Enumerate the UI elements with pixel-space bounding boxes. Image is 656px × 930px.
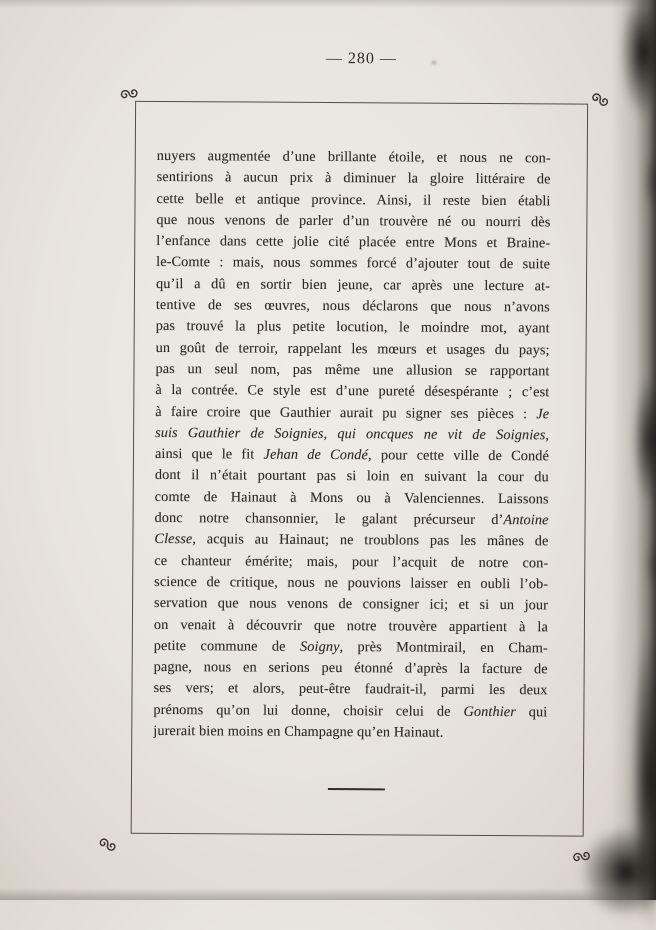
text-segment: ce chanteur émérite; mais, pour l’acquit de notre con- <box>154 552 549 571</box>
italic-text-segment: Jehan de Condé <box>263 446 369 464</box>
text-segment: on venait à découvrir que notre trouvère appartient à la <box>153 616 548 635</box>
text-line <box>155 402 549 426</box>
italic-text-segment: Clesse, <box>154 531 197 548</box>
text-segment: jurerait bien moins en Champagne qu’en Hainaut. <box>153 722 444 741</box>
text-segment: qui <box>515 703 548 721</box>
page-number: — 280 — <box>325 49 397 68</box>
page-text <box>153 146 551 745</box>
italic-text-segment: Antoine <box>503 512 549 529</box>
italic-text-segment: Gonthier <box>463 703 516 720</box>
text-line <box>154 657 548 681</box>
scan-edge-shadow-bottom <box>0 888 656 900</box>
text-line <box>155 423 549 447</box>
text-segment: l’enfance dans cette jolie cité placée entre Mons et Braine- <box>156 233 551 252</box>
text-line <box>156 231 550 255</box>
text-line <box>153 721 547 745</box>
text-line <box>155 380 549 404</box>
text-segment: nuyers augmentée d’une brillante étoile, et nous ne con- <box>156 147 551 167</box>
text-line <box>154 636 548 660</box>
text-segment: sentirions à aucun prix à diminuer la gloire littéraire de <box>156 169 551 188</box>
text-segment: ses vers; et alors, peut-être faudrait-il, parmi les deux <box>153 680 548 699</box>
text-line <box>155 359 549 383</box>
italic-text-segment: Je <box>536 405 550 422</box>
text-line <box>156 252 550 276</box>
text-segment: comte de Hainaut à Mons ou à Valenciennes. Laissons <box>154 488 549 508</box>
text-segment: pas trouvé la plus petite locution, le moindre mot, ayant <box>155 318 550 337</box>
text-segment: qu’il a dû en sortir bien jeune, car après une lecture at- <box>155 275 551 295</box>
text-line <box>157 146 551 170</box>
italic-text-segment: Soigny <box>299 638 340 655</box>
text-segment: ainsi que le fit <box>154 446 264 463</box>
text-segment: servation que nous venons de consigner ici; et si un jour <box>154 595 549 614</box>
text-segment: un goût de terroir, rappelant les mœurs et usages du pays; <box>155 339 550 359</box>
text-line <box>156 295 550 319</box>
text-segment: acquis au Hainaut; ne troublons pas les mânes de <box>196 531 549 550</box>
text-segment: petite commune de <box>153 637 301 655</box>
text-line <box>156 316 550 340</box>
scan-edge-shadow-top <box>0 0 656 8</box>
text-line <box>154 614 548 638</box>
text-line <box>155 487 549 511</box>
text-segment: que nous venons de parler d’un trouvère né ou nourri dès <box>156 211 551 231</box>
text-segment: à la contrée. Ce style est d’une pureté désespérante ; c’est <box>155 382 550 401</box>
text-line <box>156 210 550 234</box>
text-segment: pas un seul nom, pas même une allusion se rapportant <box>155 360 550 380</box>
corner-flourish-icon <box>586 88 614 111</box>
text-segment: pagne, nous en serions peu étonné d’après la facture de <box>153 659 548 678</box>
corner-flourish-icon <box>94 834 122 856</box>
text-segment: à faire croire que Gauthier aurait pu signer ses pièces : <box>155 403 537 422</box>
section-divider <box>328 788 385 790</box>
text-line <box>157 167 551 191</box>
text-line <box>154 551 548 575</box>
text-line <box>154 572 548 596</box>
text-line <box>156 338 550 362</box>
text-line <box>155 508 549 532</box>
text-line <box>156 189 550 213</box>
text-segment: , pour cette ville de Condé <box>367 447 550 465</box>
text-segment: prénoms qu’on lui donne, choisir celui de <box>153 701 464 720</box>
text-segment: cette belle et antique province. Ainsi, il reste bien établi <box>156 190 551 209</box>
text-segment: le-Comte : mais, nous sommes forcé d’ajouter tout de suite <box>156 254 551 273</box>
text-line <box>155 465 549 489</box>
text-segment: donc notre chansonnier, le galant précurseur d’ <box>154 509 504 529</box>
text-line <box>155 444 549 468</box>
text-line <box>156 274 550 298</box>
text-segment: science de critique, nous ne pouvions laisser en oubli l’ob- <box>154 573 549 593</box>
ink-speck <box>430 60 437 66</box>
text-segment: tentive de ses œuvres, nous déclarons que nous n’avons <box>155 297 550 316</box>
text-segment: , près Montmirail, en Cham- <box>339 638 548 657</box>
italic-text-segment: suis Gauthier de Soignies, qui oncques ne vit de Soignies, <box>155 424 550 444</box>
text-line <box>153 678 547 702</box>
corner-flourish-icon <box>568 845 596 868</box>
text-segment: dont il n’était pourtant pas si loin en suivant la cour du <box>154 467 549 486</box>
text-line <box>153 700 547 724</box>
text-line <box>154 529 548 553</box>
text-line <box>154 593 548 617</box>
